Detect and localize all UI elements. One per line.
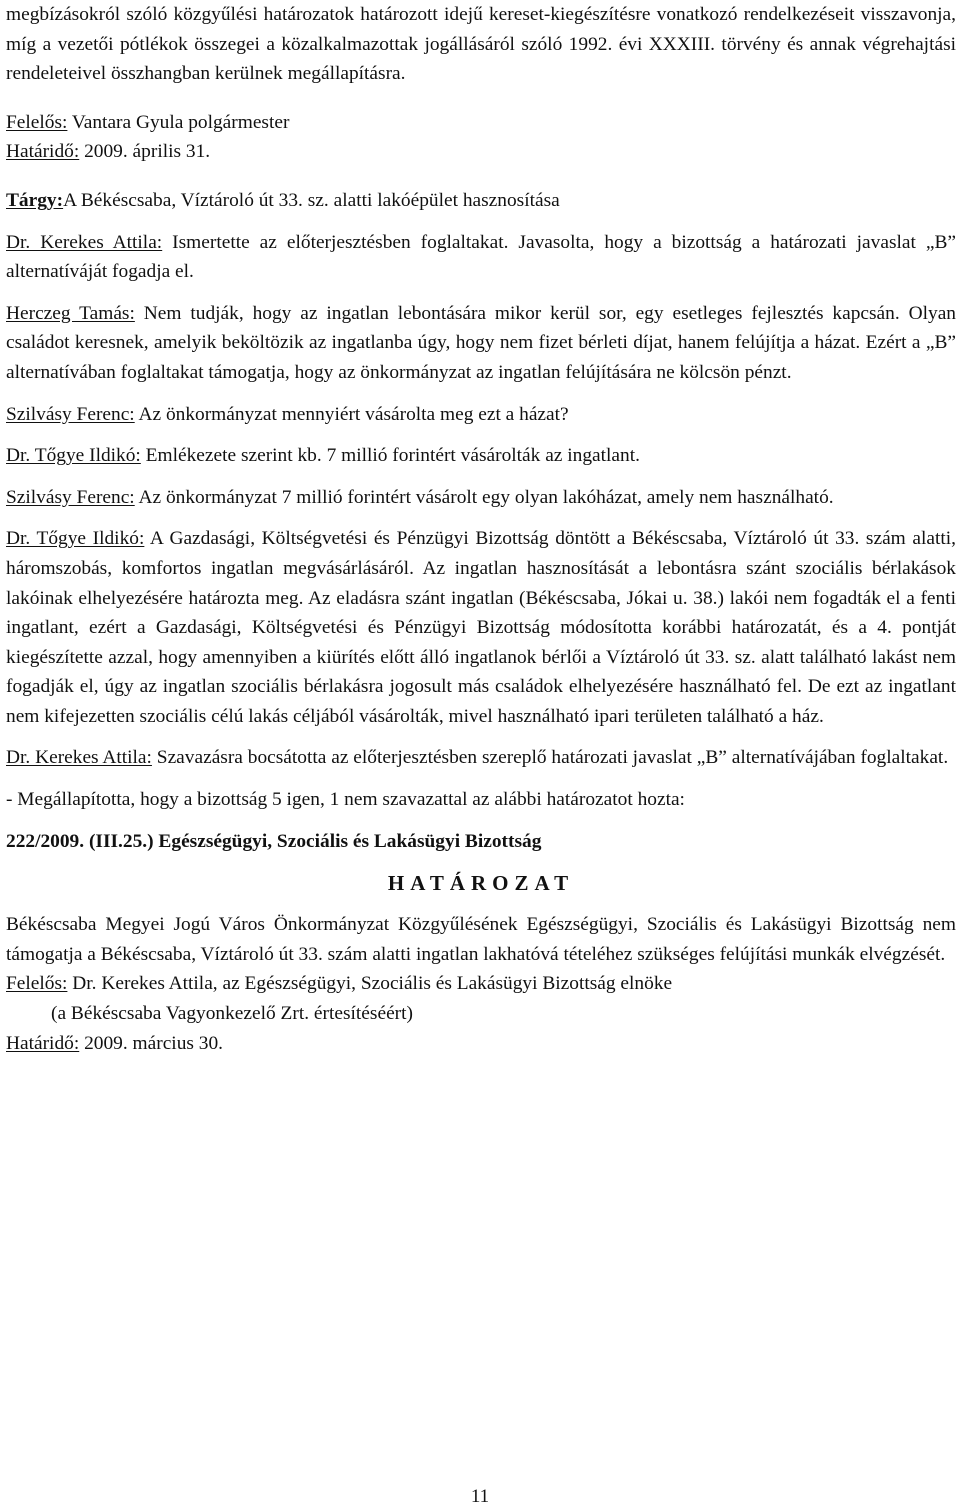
subject-value: A Békéscsaba, Víztároló út 33. sz. alatti lakóépület hasznosítása: [63, 189, 560, 211]
speaker-name: Herczeg Tamás:: [6, 302, 135, 324]
discussion-entry: [6, 743, 956, 773]
speaker-text: Az önkormányzat mennyiért vásárolta meg ezt a házat?: [134, 403, 569, 425]
intro-paragraph: megbízásokról szóló közgyűlési határozatok határozott idejű kereset-kiegészítésre vonatkozó rendelkezéseit visszavonja, míg a vezetői pótlékok összegei a közalkalmazottak jogállásáról szóló 1992. évi XXXIII. törvény és annak végrehajtási rendeleteivel összhangban kerülnek megállapításra.: [6, 4, 956, 85]
deadline-value: 2009. március 30.: [79, 1032, 224, 1054]
responsible-line: [6, 108, 956, 138]
resolution-responsible-note: (a Békéscsaba Vagyonkezelő Zrt. értesítéséért): [51, 1003, 413, 1025]
resolution-body: Békéscsaba Megyei Jogú Város Önkormányzat Közgyűlésének Egészségügyi, Szociális és Lakásügyi Bizottság nem támogatja a Békéscsaba, Víztároló út 33. szám alatti ingatlan lakhatóvá tételéhez szükséges felújítási munkák elvégzését.: [6, 914, 956, 965]
resolution-number: 222/2009. (III.25.) Egészségügyi, Szociális és Lakásügyi Bizottság: [6, 830, 542, 852]
discussion-entry: [6, 228, 956, 287]
speaker-text: Szavazásra bocsátotta az előterjesztésben szereplő határozati javaslat „B” alternatívájában foglaltakat.: [151, 747, 949, 769]
resolution-heading: HATÁROZAT: [387, 871, 575, 896]
speaker-text: Emlékezete szerint kb. 7 millió forintért vásárolták az ingatlant.: [140, 445, 640, 467]
subject-line: [6, 186, 956, 216]
discussion-entry: [6, 483, 956, 513]
document-page: [6, 0, 956, 1058]
deadline-value: 2009. április 31.: [79, 141, 211, 163]
speaker-name: Dr. Kerekes Attila:: [6, 747, 152, 769]
speaker-name: Szilvásy Ferenc:: [6, 403, 135, 425]
responsible-label: Felelős:: [6, 973, 68, 995]
speaker-text: Nem tudják, hogy az ingatlan lebontására mikor kerül sor, egy esetleges fejlesztés kapcsán. Olyan családot keresnek, amelyik beköltözik az ingatlanba úgy, hogy nem fizet bérleti díjat, hanem felújítja a házat. Ezért a „B” alternatívában foglaltakat támogatja, hogy az önkormányzat az ingatlan felújítására ne kölcsön pénzt.: [6, 302, 956, 383]
resolution-responsible: [6, 969, 956, 999]
discussion-entry: [6, 400, 956, 430]
deadline-label: Határidő:: [6, 141, 80, 163]
discussion-entry: [6, 441, 956, 471]
speaker-name: Szilvásy Ferenc:: [6, 486, 135, 508]
deadline-label: Határidő:: [6, 1032, 80, 1054]
deadline-line: [6, 137, 956, 167]
responsible-label: Felelős:: [6, 111, 68, 133]
discussion-entry: [6, 299, 956, 388]
speaker-text: A Gazdasági, Költségvetési és Pénzügyi Bizottság döntött a Békéscsaba, Víztároló út 33. szám alatti, háromszobás, komfortos ingatlan megvásárlásáról. Az ingatlan hasznosítását a lebontásra szánt szociális bérlakások lakóinak elhelyezésére határozta meg. Az eladásra szánt ingatlan (Békéscsaba, Jókai u. 38.) lakói nem fogadták el a fenti ingatlant, ezért a Gazdasági, Költségvetési és Pénzügyi Bizottság módosította korábbi határozatát, és a 4. pontját kiegészítette azzal, hogy amennyiben a kiürítés előtt álló ingatlanok bérlői a Víztároló út 33. sz. alatt található lakást nem fogadják el, úgy az ingatlan szociális bérlakásra jogosult más családok elhelyezésére használható fel. De ezt az ingatlant nem kifejezetten szociális célú lakás céljából vásárolták, mivel használható ipari területen található a ház.: [6, 528, 956, 727]
speaker-name: Dr. Tőgye Ildikó:: [6, 445, 141, 467]
speaker-name: Dr. Kerekes Attila:: [6, 231, 163, 253]
speaker-name: Dr. Tőgye Ildikó:: [6, 528, 145, 550]
page-number: 11: [470, 1486, 490, 1507]
speaker-text: Az önkormányzat 7 millió forintért vásárolt egy olyan lakóházat, amely nem használható.: [134, 486, 834, 508]
subject-label: Tárgy:: [6, 189, 64, 211]
resolution-deadline: [6, 1029, 956, 1059]
responsible-value: Vantara Gyula polgármester: [67, 111, 290, 133]
speaker-text: Ismertette az előterjesztésben foglaltakat. Javasolta, hogy a bizottság a határozati javaslat „B” alternatíváját fogadja el.: [6, 231, 956, 283]
vote-result: - Megállapította, hogy a bizottság 5 igen, 1 nem szavazattal az alábbi határozatot hozta:: [6, 789, 685, 811]
discussion-entry: [6, 524, 956, 731]
responsible-value: Dr. Kerekes Attila, az Egészségügyi, Szociális és Lakásügyi Bizottság elnöke: [67, 973, 673, 995]
